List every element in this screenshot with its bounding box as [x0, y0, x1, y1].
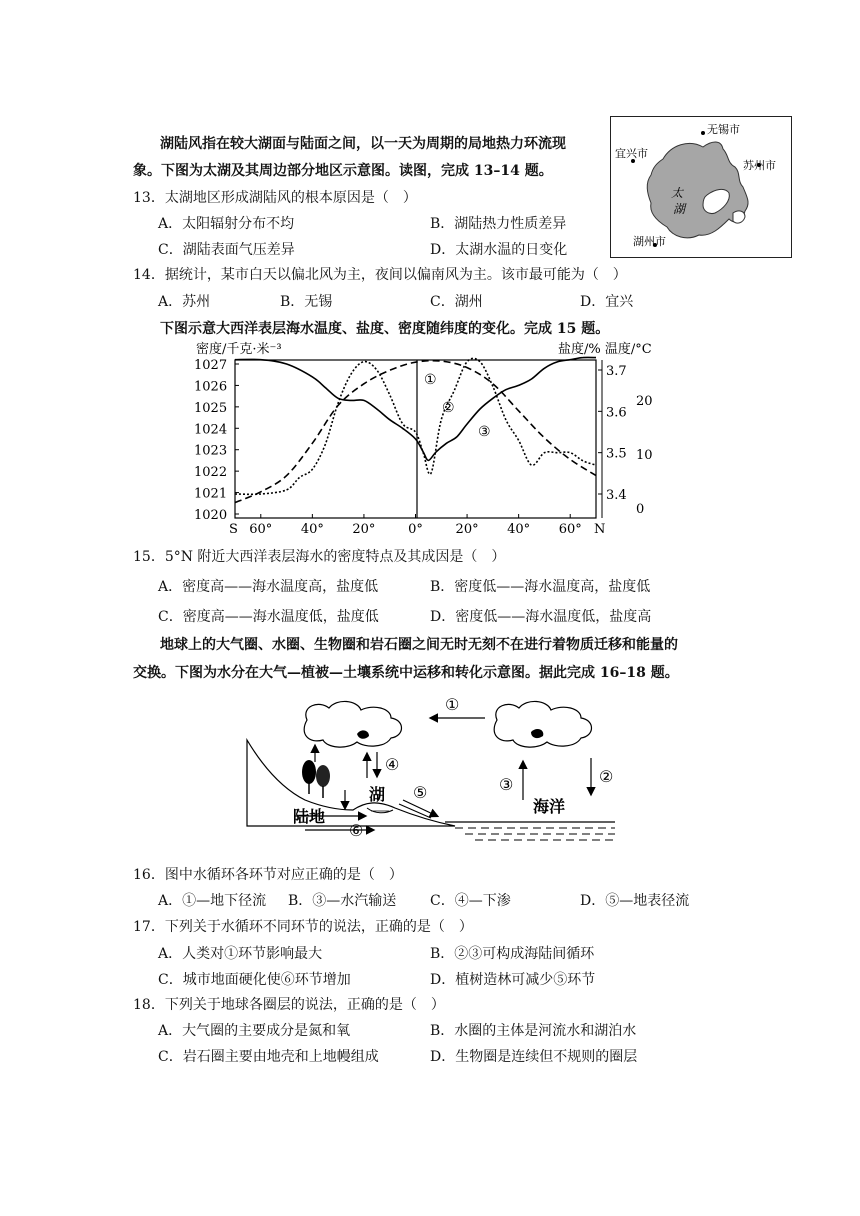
- temperature-tick-label: 0: [636, 502, 645, 517]
- q14-option-c: C．湖州: [430, 294, 483, 310]
- right-axis-title: 盐度/% 温度/°C: [558, 342, 652, 357]
- intro-paragraph-3: 地球上的大气圈、水圈、生物圈和岩石圈之间无时无刻不在进行着物质迁移和能量的: [160, 637, 678, 653]
- ocean-cloud: [494, 701, 591, 747]
- atlantic-chart: [190, 338, 653, 537]
- ocean-water: [445, 822, 615, 840]
- q15-option-d: D．密度低——海水温度低，盐度高: [430, 609, 652, 625]
- density-tick-label: 1021: [194, 486, 228, 502]
- density-tick-label: 1024: [194, 422, 228, 438]
- map-label-yixing: 宜兴市: [615, 147, 648, 160]
- x-tick-label: 20°: [455, 522, 479, 537]
- taihu-lake-shape: [647, 142, 748, 238]
- map-label-huzhou: 湖州市: [633, 235, 666, 248]
- label-2: ②: [599, 767, 614, 786]
- map-label-suzhou: 苏州市: [743, 159, 776, 172]
- q18-option-a: A．大气圈的主要成分是氮和氧: [158, 1023, 351, 1039]
- q17-option-d: D．植树造林可减少⑤环节: [430, 972, 596, 988]
- q15-option-c: C．密度高——海水温度低，盐度低: [158, 609, 379, 625]
- map-label-lake-1: 太: [671, 186, 684, 200]
- label-3: ③: [499, 775, 514, 794]
- land-cloud: [304, 701, 401, 747]
- x-tick-label: S: [229, 522, 238, 537]
- q17-option-b: B．②③可构成海陆间循环: [430, 946, 595, 962]
- label-lake: 湖: [369, 785, 386, 804]
- q13-option-b: B．湖陆热力性质差异: [430, 216, 567, 232]
- x-tick-label: N: [594, 522, 606, 537]
- intro-paragraph-1: 湖陆风指在较大湖面与陆面之间，以一天为周期的局地热力环流现: [160, 136, 566, 152]
- taihu-bay: [733, 211, 745, 223]
- intro-paragraph-1-line2: 象。下图为太湖及其周边部分地区示意图。读图，完成 13–14 题。: [133, 163, 553, 179]
- intro-paragraph-2: 下图示意大西洋表层海水温度、盐度、密度随纬度的变化。完成 15 题。: [160, 321, 610, 337]
- map-label-wuxi: 无锡市: [707, 123, 740, 136]
- salinity-tick-label: 3.6: [606, 405, 627, 421]
- label-4: ④: [385, 755, 400, 774]
- salinity-tick-label: 3.7: [606, 364, 627, 379]
- temperature-tick-label: 20: [636, 394, 653, 409]
- label-6: ⑥: [349, 821, 364, 840]
- q18-option-b: B．水圈的主体是河流水和湖泊水: [430, 1023, 637, 1039]
- density-tick-label: 1025: [194, 400, 228, 416]
- q16-option-b: B．③—水汽输送: [288, 893, 397, 909]
- q13-option-a: A．太阳辐射分布不均: [158, 216, 295, 232]
- q14-option-a: A．苏州: [158, 294, 211, 310]
- x-tick-label: 0°: [408, 522, 423, 537]
- curve-label-1: ①: [424, 372, 437, 388]
- q13-option-c: C．湖陆表面气压差异: [158, 242, 295, 258]
- x-tick-label: 40°: [507, 522, 531, 537]
- tree-icon: [302, 760, 330, 798]
- q16-option-c: C．④—下渗: [430, 893, 511, 909]
- x-tick-label: 20°: [352, 522, 376, 537]
- q18-option-d: D．生物圈是连续但不规则的圈层: [430, 1049, 638, 1065]
- wuxi-dot: [701, 131, 705, 135]
- water-cycle-diagram: [245, 690, 625, 850]
- taihu-map: [610, 116, 792, 258]
- question-13: 13．太湖地区形成湖陆风的根本原因是（ ）: [133, 190, 417, 206]
- q15-option-b: B．密度低——海水温度高，盐度低: [430, 579, 651, 595]
- q18-option-c: C．岩石圈主要由地壳和上地幔组成: [158, 1049, 379, 1065]
- density-tick-label: 1026: [194, 379, 228, 395]
- q16-option-a: A．①—地下径流: [158, 893, 267, 909]
- x-tick-label: 40°: [300, 522, 324, 537]
- label-1: ①: [445, 695, 460, 714]
- density-tick-label: 1020: [194, 508, 228, 523]
- q15-option-a: A．密度高——海水温度高，盐度低: [158, 579, 379, 595]
- density-tick-label: 1022: [194, 465, 228, 481]
- q17-option-c: C．城市地面硬化使⑥环节增加: [158, 972, 351, 988]
- q14-option-b: B．无锡: [280, 294, 333, 310]
- density-curve-3: [235, 357, 596, 460]
- density-tick-label: 1027: [194, 358, 228, 373]
- density-tick-label: 1023: [194, 443, 228, 459]
- curve-label-2: ②: [442, 400, 455, 416]
- salinity-tick-label: 3.4: [606, 488, 627, 503]
- label-ocean: 海洋: [533, 797, 566, 816]
- label-5: ⑤: [413, 783, 428, 802]
- question-17: 17．下列关于水循环不同环节的说法，正确的是（ ）: [133, 919, 473, 935]
- left-axis-title: 密度/千克·米⁻³: [196, 342, 282, 357]
- q16-option-d: D．⑤—地表径流: [580, 893, 690, 909]
- temperature-tick-label: 10: [636, 448, 653, 463]
- intro-paragraph-3-line2: 交换。下图为水分在大气—植被—土壤系统中运移和转化示意图。据此完成 16–18 题。: [133, 665, 679, 681]
- x-tick-label: 60°: [249, 522, 273, 537]
- salinity-tick-label: 3.5: [606, 446, 627, 462]
- question-18: 18．下列关于地球各圈层的说法，正确的是（ ）: [133, 997, 445, 1013]
- label-land: 陆地: [293, 807, 326, 826]
- q17-option-a: A．人类对①环节影响最大: [158, 946, 323, 962]
- question-16: 16．图中水循环各环节对应正确的是（ ）: [133, 867, 403, 883]
- taihu-map-svg: [611, 117, 791, 257]
- curve-label-3: ③: [478, 424, 491, 440]
- q14-option-d: D．宜兴: [580, 294, 634, 310]
- question-15: 15．5°N 附近大西洋表层海水的密度特点及其成因是（ ）: [133, 549, 506, 565]
- question-14: 14．据统计，某市白天以偏北风为主，夜间以偏南风为主。该市最可能为（ ）: [133, 267, 627, 283]
- map-label-lake-2: 湖: [673, 202, 686, 216]
- x-tick-label: 60°: [558, 522, 582, 537]
- q13-option-d: D．太湖水温的日变化: [430, 242, 568, 258]
